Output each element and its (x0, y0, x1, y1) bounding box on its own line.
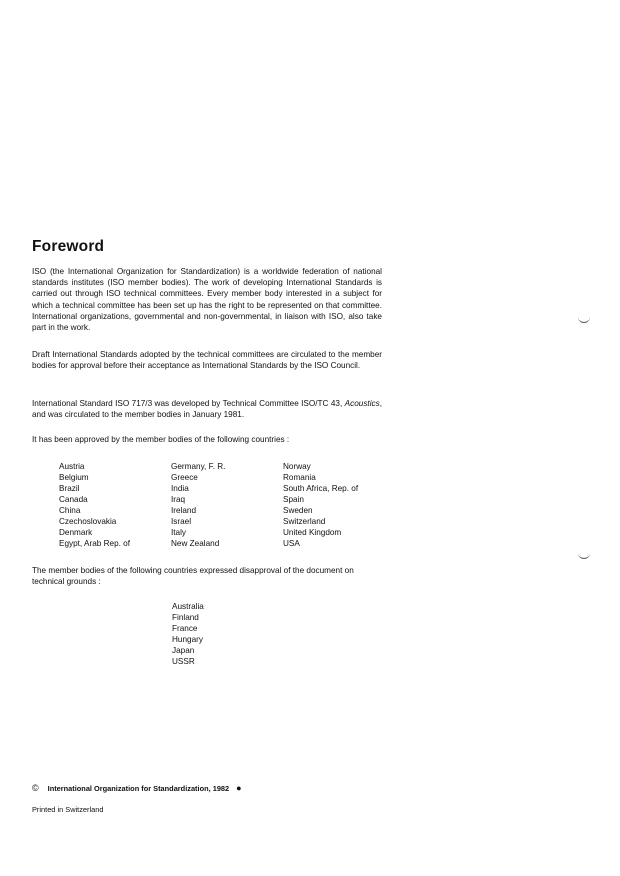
list-item: Iraq (171, 495, 186, 504)
margin-mark-icon (578, 552, 590, 559)
list-item: Egypt, Arab Rep. of (59, 539, 131, 548)
list-item: Sweden (283, 506, 313, 515)
committee-name: Acoustics (344, 399, 380, 408)
list-item: India (171, 484, 189, 493)
list-item: France (172, 624, 198, 633)
page-title: Foreword (32, 238, 105, 255)
copyright-icon: © (32, 783, 39, 793)
countries-column-3 (283, 461, 403, 549)
list-item: Denmark (59, 528, 93, 537)
paragraph-draft-standards: Draft International Standards adopted by the technical committees are circulated to the member bodies for approval before their acceptance as International Standards by the ISO Council. (32, 350, 382, 371)
printed-in: Printed in Switzerland (32, 805, 104, 814)
approving-countries-list (59, 461, 403, 549)
paragraph-standard-development-start: International Standard ISO 717/3 was developed by Technical Committee ISO/TC 43, (32, 399, 345, 408)
list-item: Spain (283, 495, 304, 504)
disapproving-countries-list (172, 601, 204, 667)
paragraph-standard-development-end: , and was circulated to the member bodies in January 1981. (32, 399, 382, 420)
list-item: China (59, 506, 81, 515)
list-item: Czechoslovakia (59, 517, 117, 526)
list-item: Ireland (171, 506, 197, 515)
list-item: South Africa, Rep. of (283, 484, 359, 493)
list-item: Greece (171, 473, 198, 482)
list-item: Italy (171, 528, 187, 537)
list-item: Romania (283, 473, 316, 482)
list-item: Norway (283, 462, 311, 471)
list-item: Japan (172, 646, 195, 655)
list-item: Hungary (172, 635, 203, 644)
margin-mark-icon (578, 316, 590, 323)
countries-column-1 (59, 461, 171, 549)
paragraph-disapproval: The member bodies of the following countries expressed disapproval of the document on technical grounds : (32, 566, 354, 587)
list-item: USA (283, 539, 300, 548)
paragraph-approval: It has been approved by the member bodies of the following countries : (32, 435, 290, 444)
copyright-notice (32, 783, 242, 793)
list-item: New Zealand (171, 539, 220, 548)
countries-column-2 (171, 461, 283, 549)
list-item: Belgium (59, 473, 89, 482)
bullet-icon: ● (236, 783, 242, 793)
list-item: Brazil (59, 484, 80, 493)
list-item: Australia (172, 602, 204, 611)
paragraph-standard-development (32, 398, 382, 420)
paragraph-iso-intro: ISO (the International Organization for Standardization) is a worldwide federation of national standards institutes (ISO member bodies). The work of developing International Standards is carried out through ISO technical committees. Every member body interested in a subject for which a technical committee has been set up has the right to be represented on that committee. International organizations, governmental and non-governmental, in liaison with ISO, also take part in the work. (32, 267, 382, 333)
list-item: United Kingdom (283, 528, 342, 537)
copyright-text: International Organization for Standardization, 1982 (47, 783, 230, 793)
list-item: Canada (59, 495, 88, 504)
list-item: Israel (171, 517, 192, 526)
list-item: Germany, F. R. (171, 462, 226, 471)
list-item: Austria (59, 462, 85, 471)
list-item: Finland (172, 613, 199, 622)
list-item: USSR (172, 657, 195, 666)
list-item: Switzerland (283, 517, 326, 526)
